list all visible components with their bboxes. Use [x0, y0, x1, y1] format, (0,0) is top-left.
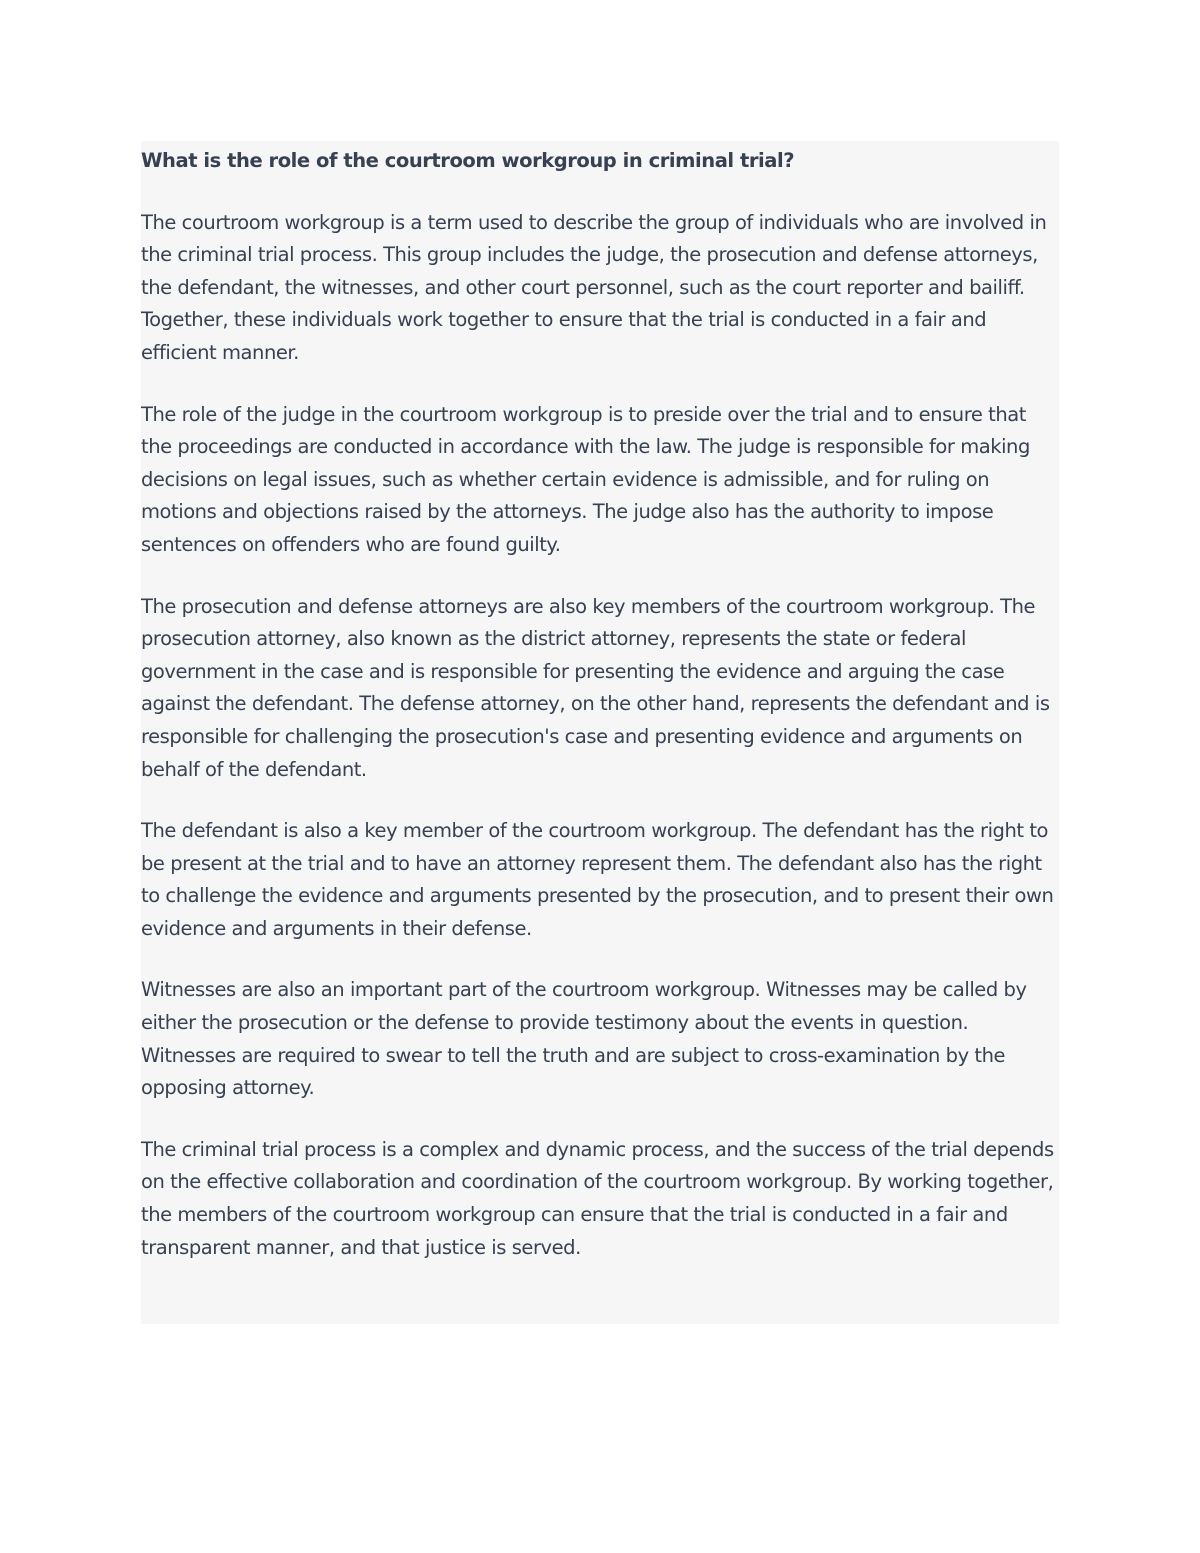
- content-block: [141, 141, 1059, 1324]
- paragraph-witnesses: Witnesses are also an important part of the courtroom workgroup. Witnesses may be called by either the prosecution or the defense to provide testimony about the events in question. Witnesses are required to swear to tell the truth and are subject to cross-examination by the opposing attorney.: [141, 978, 1027, 1100]
- paragraph-conclusion: The criminal trial process is a complex and dynamic process, and the success of the trial depends on the effective collaboration and coordination of the courtroom workgroup. By working together, the members of the courtroom workgroup can ensure that the trial is conducted in a fair and transparent manner, and that justice is served.: [141, 1137, 1054, 1259]
- paragraph-attorneys: The prosecution and defense attorneys are also key members of the courtroom workgroup. The prosecution attorney, also known as the district attorney, represents the state or federal government in the case and is responsible for presenting the evidence and arguing the case against the defendant. The defense attorney, on the other hand, represents the defendant and is responsible for challenging the prosecution's case and presenting evidence and arguments on behalf of the defendant.: [141, 594, 1050, 781]
- paragraph-intro: The courtroom workgroup is a term used to describe the group of individuals who are involved in the criminal trial process. This group includes the judge, the prosecution and defense attorneys, the defendant, the witnesses, and other court personnel, such as the court reporter and bailiff. Together, these individuals work together to ensure that the trial is conducted in a fair and efficient manner.: [141, 210, 1047, 364]
- paragraph-defendant: The defendant is also a key member of the courtroom workgroup. The defendant has the right to be present at the trial and to have an attorney represent them. The defendant also has the right to challenge the evidence and arguments presented by the prosecution, and to present their own evidence and arguments in their defense.: [141, 819, 1054, 940]
- paragraph-judge: The role of the judge in the courtroom workgroup is to preside over the trial and to ensure that the proceedings are conducted in accordance with the law. The judge is responsible for making decisions on legal issues, such as whether certain evidence is admissible, and for ruling on motions and objections raised by the attorneys. The judge also has the authority to impose sentences on offenders who are found guilty.: [141, 402, 1030, 556]
- document-title: What is the role of the courtroom workgroup in criminal trial?: [141, 149, 795, 172]
